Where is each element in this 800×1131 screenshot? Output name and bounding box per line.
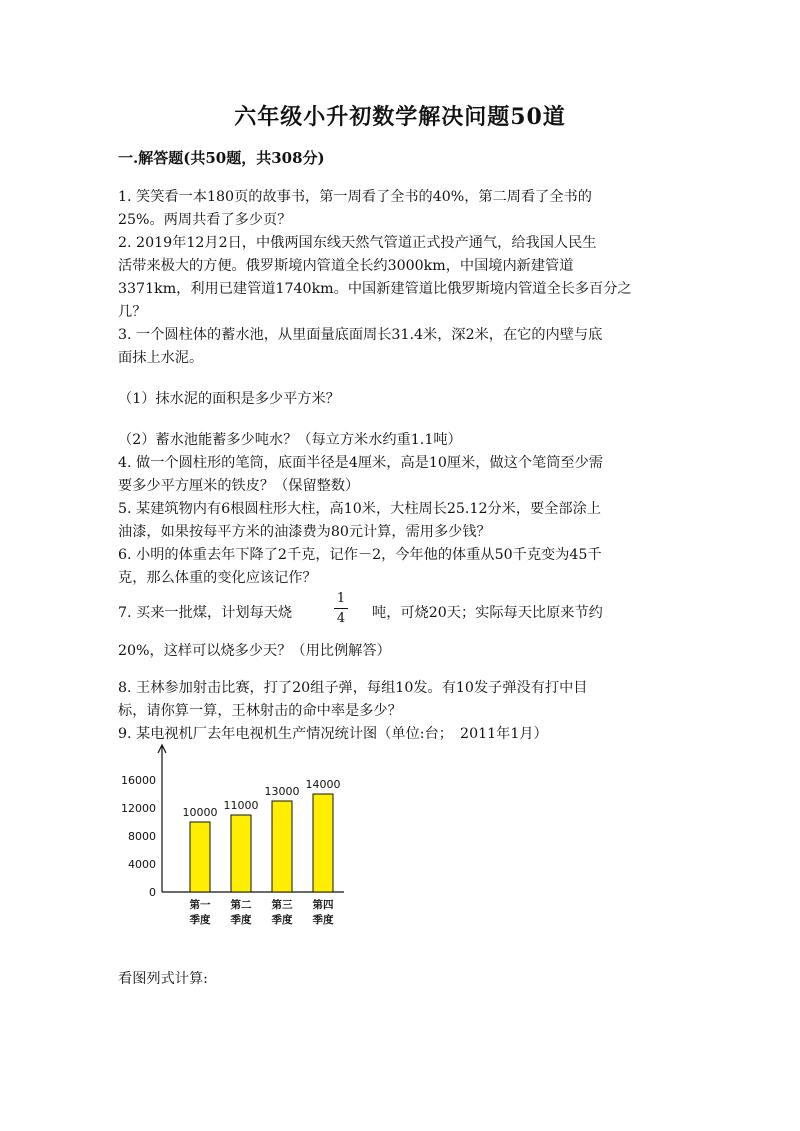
category-label: 第二 <box>230 899 252 911</box>
question-3-subquestion-1: （1）抹水泥的面积是多少平方米？ <box>118 391 340 407</box>
y-tick-label: 0 <box>149 886 156 899</box>
question-8-line: 8. 王林参加射击比赛，打了20组子弹，每组10发。有10发子弹没有打中目 <box>118 680 588 696</box>
question-3-subquestion-2: （2）蓄水池能蓄多少吨水？（每立方米水约重1.1吨） <box>118 432 462 448</box>
question-4-line: 4. 做一个圆柱形的笔筒，底面半径是4厘米，高是10厘米，做这个笔筒至少需 <box>118 455 603 471</box>
question-4-line: 要多少平方厘米的铁皮？（保留整数） <box>118 478 360 494</box>
category-label: 第一 <box>189 899 211 911</box>
bar <box>313 794 333 892</box>
category-label: 第四 <box>312 899 334 911</box>
bar <box>272 801 292 892</box>
category-label: 季度 <box>230 914 252 926</box>
question-6-line: 克，那么体重的变化应该记作？ <box>118 570 317 586</box>
question-3-line: 3. 一个圆柱体的蓄水池，从里面量底面周长31.4米，深2米，在它的内壁与底 <box>118 327 603 343</box>
question-5-line: 油漆，如果按每平方米的油漆费为80元计算，需用多少钱？ <box>118 524 491 540</box>
y-tick-label: 16000 <box>121 774 156 787</box>
bar <box>231 815 251 892</box>
question-3-line: 面抹上水泥。 <box>118 350 204 366</box>
question-8-line: 标，请你算一算，王林射击的命中率是多少？ <box>118 703 402 719</box>
y-tick-label: 4000 <box>128 858 156 871</box>
category-label: 季度 <box>312 914 334 926</box>
question-1-line: 1. 笑笑看一本180页的故事书，第一周看了全书的40%，第二周看了全书的 <box>118 189 592 205</box>
question-5-line: 5. 某建筑物内有6根圆柱形大柱，高10米，大柱周长25.12分米，要全部涂上 <box>118 501 601 517</box>
category-label: 季度 <box>189 914 211 926</box>
fraction-numerator: 1 <box>336 591 346 606</box>
bar <box>190 822 210 892</box>
production-bar-chart <box>112 735 352 935</box>
category-label: 第三 <box>271 899 293 911</box>
bar-value-label: 14000 <box>305 778 341 791</box>
y-tick-label: 12000 <box>121 802 156 815</box>
question-7-text-start: 7. 买来一批煤，计划每天烧 <box>118 605 293 621</box>
fraction <box>334 590 348 627</box>
question-2-line: 活带来极大的方便。俄罗斯境内管道全长约3000km，中国境内新建管道 <box>118 258 574 274</box>
fraction-bar <box>334 608 348 609</box>
question-7 <box>118 591 688 632</box>
question-list <box>118 186 688 746</box>
question-2-line: 几？ <box>118 304 147 320</box>
question-6-line: 6. 小明的体重去年下降了2千克，记作－2，今年他的体重从50千克变为45千 <box>118 547 602 563</box>
question-2-line: 3371km，利用已建管道1740km。中国新建管道比俄罗斯境内管道全长多百分之 <box>118 281 632 297</box>
question-7-text-end: 吨，可烧20天；实际每天比原来节约 <box>372 605 603 621</box>
category-label: 季度 <box>271 914 293 926</box>
calculation-prompt: 看图列式计算: <box>118 971 208 987</box>
question-2-line: 2. 2019年12月2日，中俄两国东线天然气管道正式投产通气，给我国人民生 <box>118 235 597 251</box>
question-7-line-2: 20%，这样可以烧多少天？（用比例解答） <box>118 643 391 659</box>
bar-value-label: 13000 <box>264 785 300 798</box>
fraction-denominator: 4 <box>336 611 346 626</box>
bar-value-label: 10000 <box>182 806 218 819</box>
y-tick-label: 8000 <box>128 830 156 843</box>
page-title: 六年级小升初数学解决问题50道 <box>234 104 566 130</box>
bar-value-label: 11000 <box>223 799 259 812</box>
question-1-line: 25%。两周共看了多少页？ <box>118 212 292 228</box>
question-9-line: 9. 某电视机厂去年电视机生产情况统计图（单位:台； 2011年1月） <box>118 726 548 742</box>
section-heading: 一.解答题(共50题，共308分) <box>118 149 325 167</box>
